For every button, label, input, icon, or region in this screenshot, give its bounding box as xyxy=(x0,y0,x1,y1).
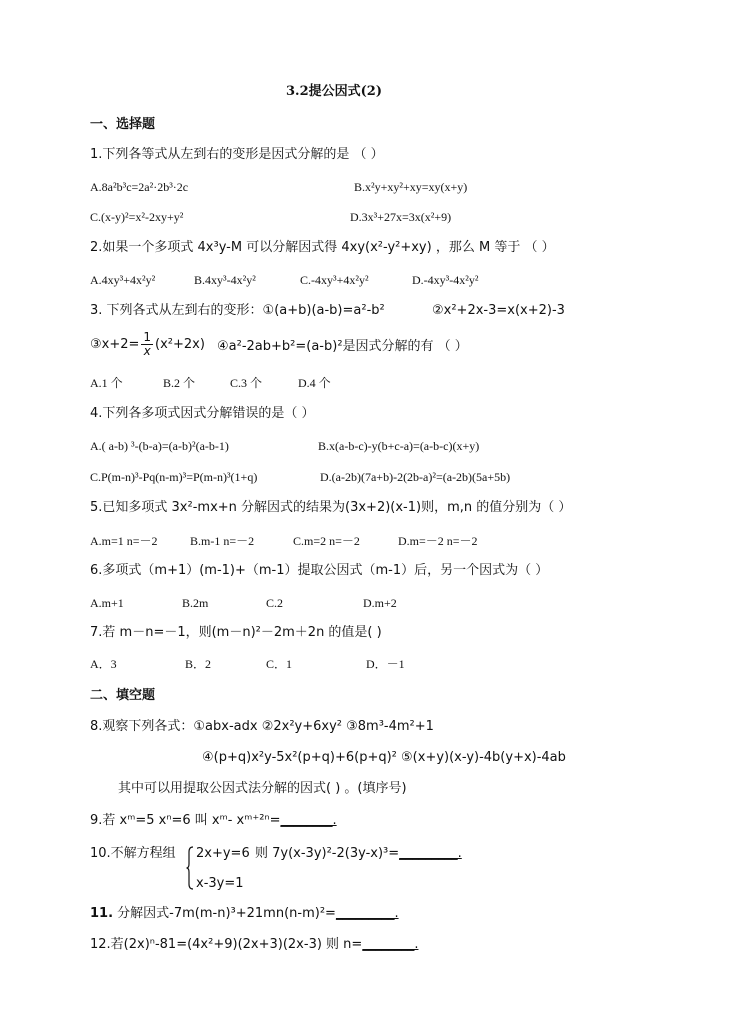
question-9-text: 9.若 xᵐ=5 xⁿ=6 叫 xᵐ- xᵐ⁺²ⁿ= xyxy=(90,813,281,828)
fraction xyxy=(141,331,153,358)
question-1-option-a: A.8a²b³c=2a²·2b³·2c xyxy=(90,180,189,194)
question-12 xyxy=(90,937,418,953)
question-10-text: 10.不解方程组 xyxy=(90,846,176,861)
question-11 xyxy=(90,906,399,922)
question-4-option-d: D.(a-2b)(7a+b)-2(2b-a)²=(a-2b)(5a+5b) xyxy=(320,470,511,484)
question-6-option-a: A.m+1 xyxy=(90,596,124,610)
question-6-stem: 6.多项式（m+1）(m-1)+（m-1）提取公因式（m-1）后，另一个因式为（ ） xyxy=(90,563,549,578)
fraction-numerator: 1 xyxy=(143,330,152,344)
question-10-then: 则 7y(x-3y)²-2(3y-x)³= xyxy=(255,846,400,861)
question-3-item-4: ④a²-2ab+b²=(a-b)²是因式分解的有 （ ） xyxy=(217,339,468,354)
question-3-item-3-left: ③x+2= xyxy=(90,337,140,352)
question-5-option-a: A.m=1 n=－2 xyxy=(90,534,158,548)
question-1-option-b: B.x²y+xy²+xy=xy(x+y) xyxy=(354,180,468,194)
answer-blank[interactable]: _________. xyxy=(335,906,399,921)
left-brace xyxy=(186,846,194,890)
question-4-option-c: C.P(m-n)³-Pq(n-m)³=P(m-n)³(1+q) xyxy=(90,470,258,484)
question-4-stem: 4.下列各多项式因式分解错误的是（ ） xyxy=(90,406,315,421)
question-10-expression xyxy=(255,846,462,862)
question-7-option-a: A．3 xyxy=(90,657,117,671)
question-3-option-c: C.3 个 xyxy=(230,376,263,390)
question-2-option-c: C.-4xy³+4x²y² xyxy=(300,273,369,287)
question-3-item-3 xyxy=(90,330,205,360)
question-2-option-d: D.-4xy³-4x²y² xyxy=(412,273,479,287)
answer-blank[interactable]: ________. xyxy=(362,937,419,952)
system-equation-1: 2x+y=6 xyxy=(196,846,250,861)
system-equation-2: x-3y=1 xyxy=(196,876,244,891)
question-7-option-d: D．－1 xyxy=(366,657,405,671)
page-title: 3.2提公因式(2) xyxy=(286,84,382,99)
question-3-item-3-right: (x²+2x) xyxy=(155,337,205,352)
question-1-option-d: D.3x³+27x=3x(x²+9) xyxy=(350,210,452,224)
question-9 xyxy=(90,813,337,829)
question-3-item-2: ②x²+2x-3=x(x+2)-3 xyxy=(432,303,565,318)
answer-blank[interactable]: ________. xyxy=(280,813,337,828)
answer-blank[interactable]: _________. xyxy=(399,846,462,861)
question-6-option-d: D.m+2 xyxy=(363,596,397,610)
question-6-option-b: B.2m xyxy=(182,596,209,610)
question-3-option-b: B.2 个 xyxy=(163,376,196,390)
question-12-text: 12.若(2x)ⁿ-81=(4x²+9)(2x+3)(2x-3) 则 n= xyxy=(90,937,363,952)
question-3-option-a: A.1 个 xyxy=(90,376,123,390)
question-3-stem: 3. 下列各式从左到右的变形：①(a+b)(a-b)=a²-b² xyxy=(90,303,385,318)
question-2-option-a: A.4xy³+4x²y² xyxy=(90,273,156,287)
question-3-option-d: D.4 个 xyxy=(298,376,331,390)
question-1-option-c: C.(x-y)²=x²-2xy+y² xyxy=(90,210,184,224)
question-4-option-b: B.x(a-b-c)-y(b+c-a)=(a-b-c)(x+y) xyxy=(318,439,480,453)
question-7-option-b: B．2 xyxy=(185,657,212,671)
question-2-stem: 2.如果一个多项式 4x³y-M 可以分解因式得 4xy(x²-y²+xy) ，那么 M 等于 （ ） xyxy=(90,240,555,255)
question-6-option-c: C.2 xyxy=(266,596,284,610)
question-8-line-1: 8.观察下列各式：①abx-adx ②2x²y+6xy² ③8m³-4m²+1 xyxy=(90,719,434,734)
question-5-option-d: D.m=－2 n=－2 xyxy=(398,534,478,548)
question-4-option-a: A.( a-b) ³-(b-a)=(a-b)²(a-b-1) xyxy=(90,439,229,453)
question-5-stem: 5.已知多项式 3x²-mx+n 分解因式的结果为(3x+2)(x-1)则，m,n 的值分别为（ ） xyxy=(90,500,572,515)
question-8-line-3: 其中可以用提取公因式法分解的因式( ) 。(填序号) xyxy=(118,781,407,796)
section-heading-fill: 二、填空题 xyxy=(90,688,156,703)
question-8-line-2: ④(p+q)x²y-5x²(p+q)+6(p+q)² ⑤(x+y)(x-y)-4b(y+x)-4ab xyxy=(202,750,566,765)
fraction-denominator: x xyxy=(143,344,151,358)
question-7-stem: 7.若 m－n=－1，则(m－n)²－2m＋2n 的值是( ) xyxy=(90,625,382,640)
section-heading-choice: 一、选择题 xyxy=(90,117,156,132)
question-11-number: 11. xyxy=(90,906,114,921)
question-1-stem: 1.下列各等式从左到右的变形是因式分解的是 （ ） xyxy=(90,147,384,162)
question-5-option-c: C.m=2 n=－2 xyxy=(293,534,360,548)
question-11-text: 分解因式-7m(m-n)³+21mn(n-m)²= xyxy=(117,906,336,921)
question-5-option-b: B.m-1 n=－2 xyxy=(190,534,255,548)
question-2-option-b: B.4xy³-4x²y² xyxy=(194,273,256,287)
question-7-option-c: C．1 xyxy=(266,657,293,671)
